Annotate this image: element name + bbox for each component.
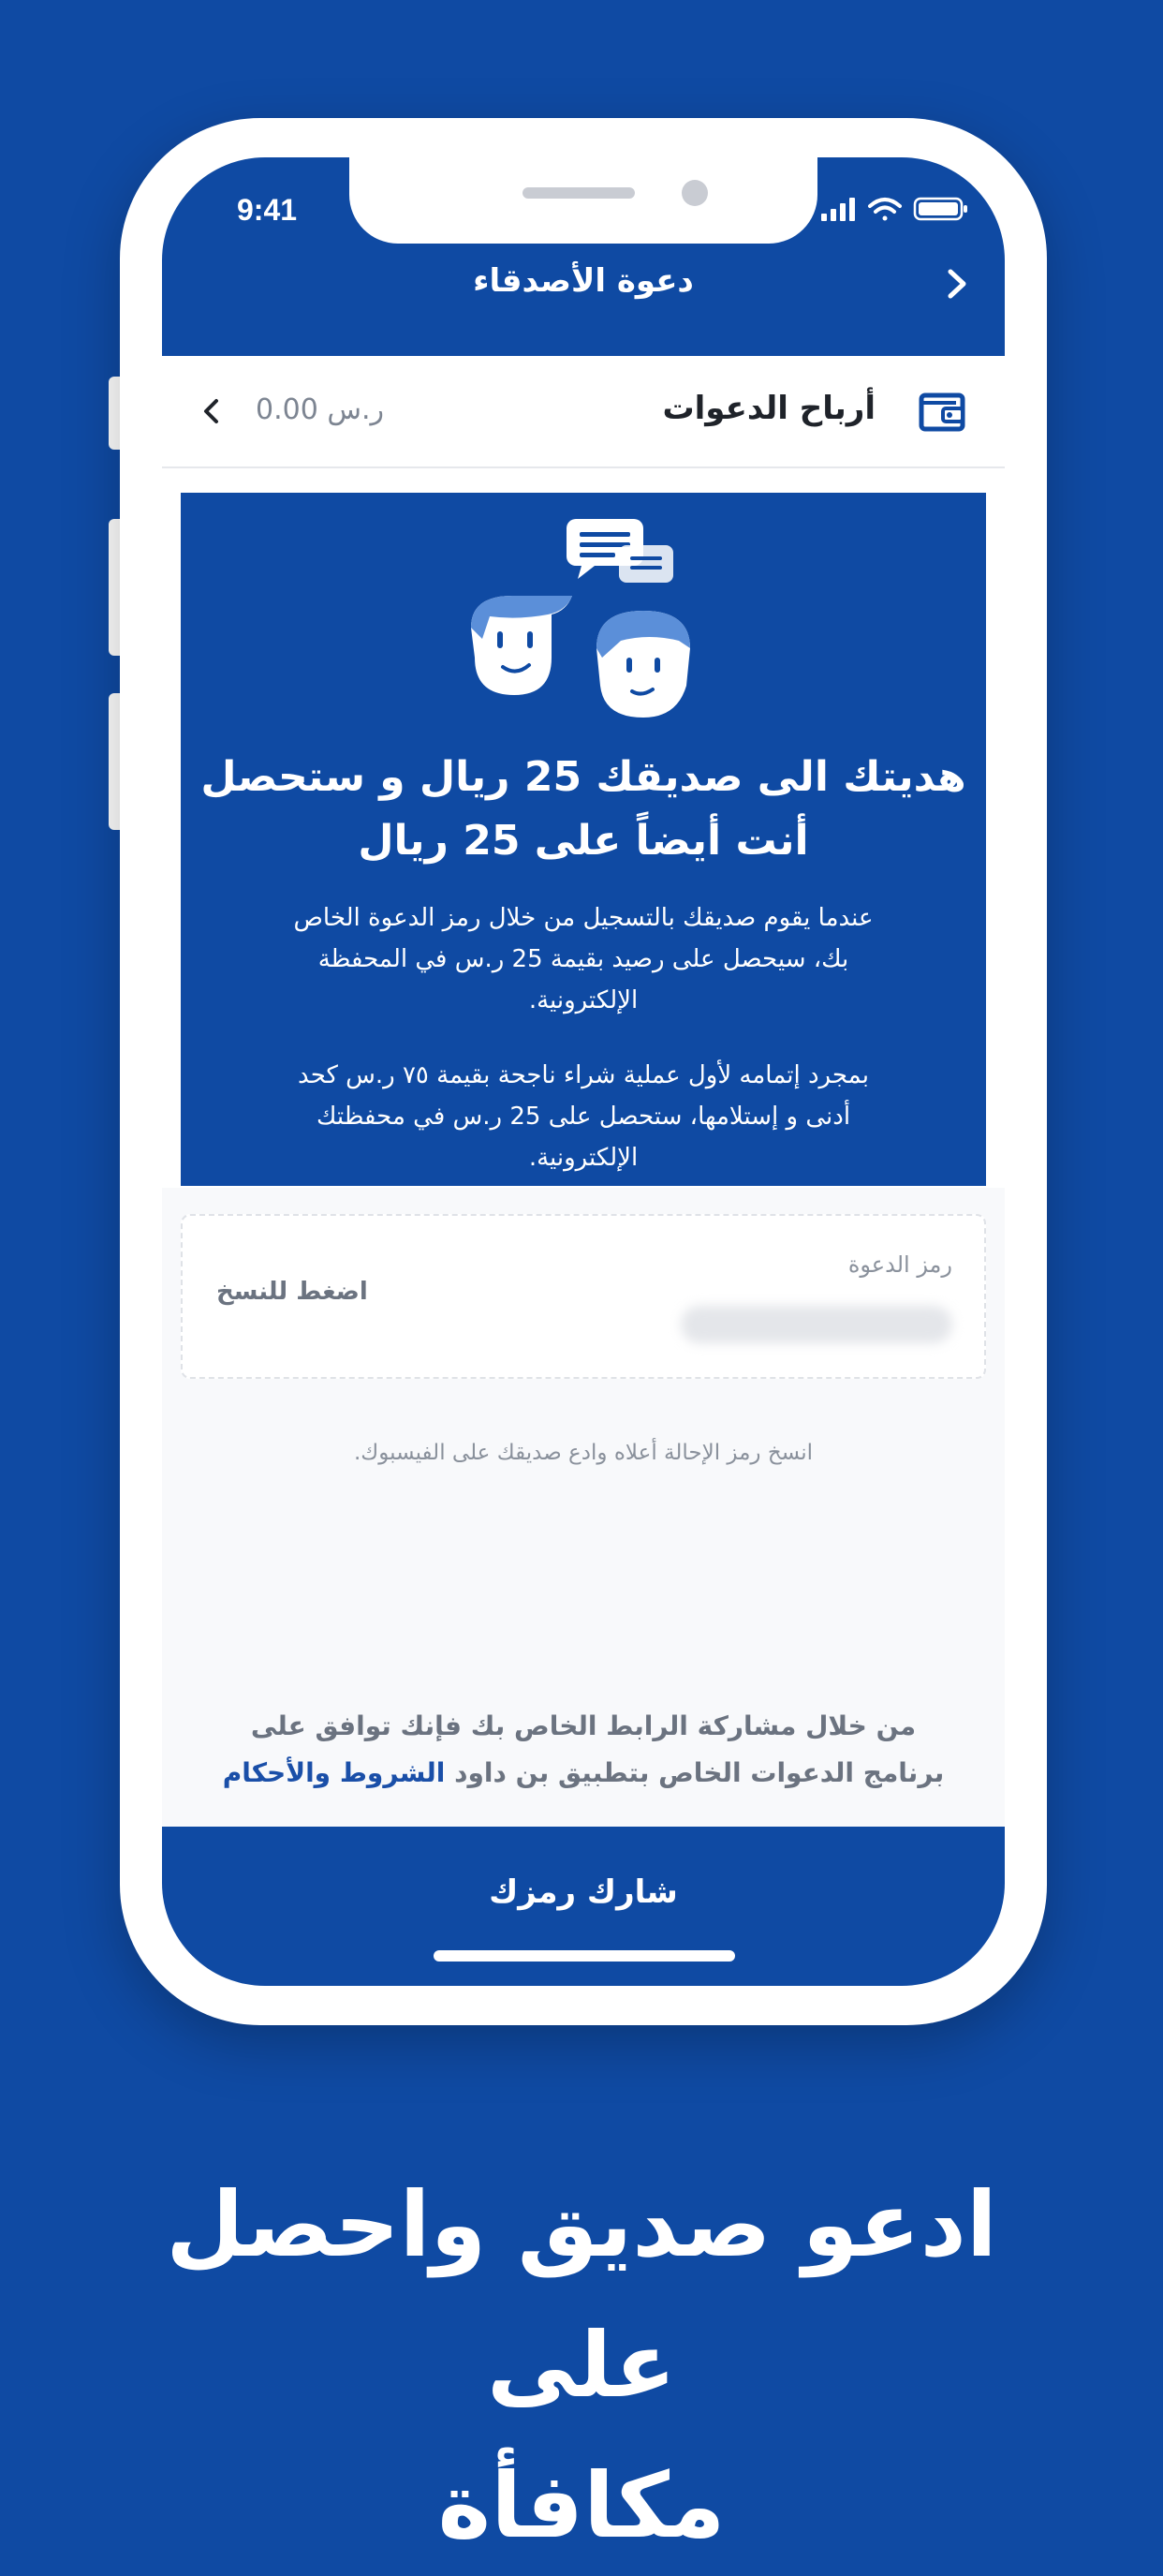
wallet-icon — [919, 390, 965, 433]
wifi-icon — [870, 200, 900, 221]
chat-bubble-icon — [567, 519, 673, 583]
hero-paragraph-2: بمجرد إتمامه لأول عملية شراء ناجحة بقيمة ٧٥ ر.س كحد أدنى و إستلامها، ستحصل على 25 ر.س في محفظتك الإلكترونية. — [298, 1061, 869, 1172]
invite-code-label: رمز الدعوة — [847, 1251, 952, 1278]
copy-hint-text: انسخ رمز الإحالة أعلاه وادع صديقك على الفيسبوك. — [354, 1441, 813, 1465]
copy-code-button[interactable]: اضغط للنسخ — [216, 1278, 368, 1306]
top-bar — [162, 157, 1005, 356]
invite-earnings-row[interactable] — [162, 356, 1005, 468]
terms-link[interactable]: الشروط والأحكام — [222, 1757, 446, 1788]
app-screen — [162, 157, 1005, 1986]
hero-title: هديتك الى صديقك 25 ريال و ستحصل أنت أيضاً على 25 ريال — [200, 753, 966, 865]
hero-paragraph-1: عندما يقوم صديقك بالتسجيل من خلال رمز الدعوة الخاص بك، سيحصل على رصيد بقيمة 25 ر.س في المحفظة الإلكترونية. — [293, 904, 874, 1014]
friend-left-face-icon — [471, 596, 572, 695]
share-bar — [162, 1827, 1005, 1986]
friend-right-face-icon — [596, 611, 690, 718]
invite-code-box[interactable] — [181, 1214, 986, 1379]
friends-chat-illustration — [462, 517, 705, 723]
home-indicator — [434, 1950, 735, 1962]
phone-frame — [120, 118, 1047, 2025]
promo-caption — [56, 2154, 1107, 2576]
signal-icon — [821, 198, 855, 221]
camera — [682, 180, 708, 206]
back-arrow-icon[interactable] — [934, 260, 980, 307]
notch — [349, 157, 817, 244]
status-icons — [821, 195, 971, 223]
invite-code-value-blurred — [681, 1306, 952, 1343]
invite-hero-banner — [181, 493, 986, 1186]
status-time: 9:41 — [237, 193, 298, 227]
earnings-title: أرباح الدعوات — [662, 390, 876, 427]
battery-icon — [915, 199, 967, 219]
earnings-value: ر.س 0.00 — [256, 393, 384, 426]
promo-caption-line-2: مكافأة — [437, 2453, 726, 2558]
promo-caption-line-1: ادعو صديق واحصل على — [166, 2172, 997, 2418]
speaker — [523, 187, 635, 199]
share-code-button[interactable]: شارك رمزك — [489, 1873, 678, 1911]
page-title: دعوة الأصدقاء — [473, 262, 694, 300]
chevron-left-icon — [198, 395, 226, 427]
terms-agreement-text: من خلال مشاركة الرابط الخاص بك فإنك توافق على برنامج الدعوات الخاص بتطبيق بن داود — [250, 1710, 945, 1788]
terms-agreement — [218, 1703, 949, 1797]
